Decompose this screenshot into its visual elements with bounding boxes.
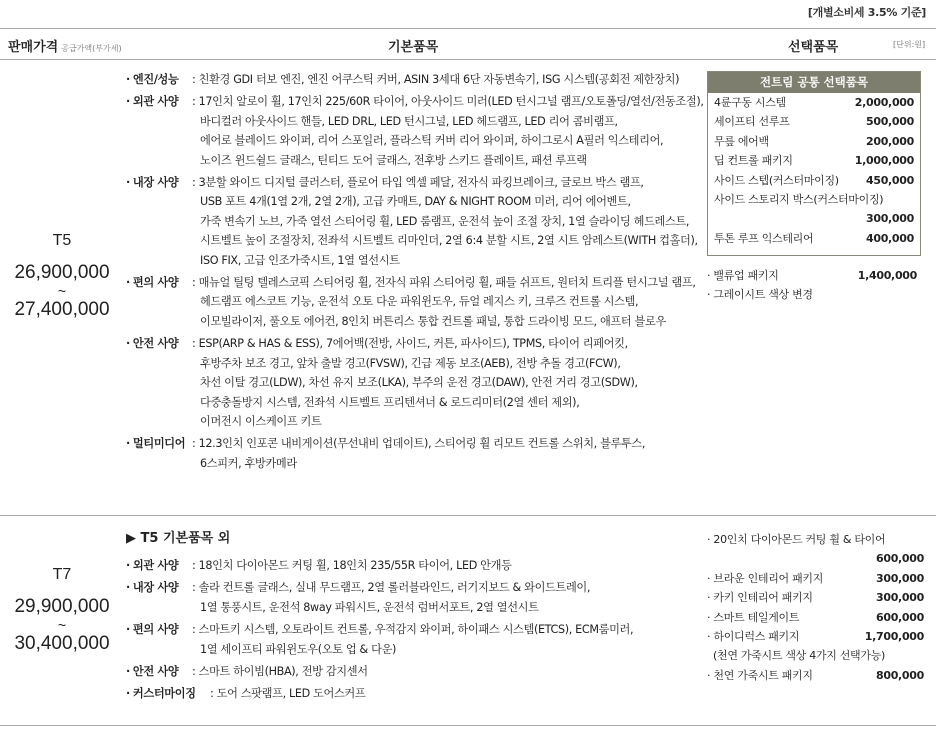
price-column-header: 판매가격 공급가액(부가세) — [8, 40, 122, 55]
table-header — [0, 28, 936, 60]
unit-note: [단위:원] — [893, 40, 926, 49]
spec-label: · 내장 사양 — [126, 578, 178, 597]
option-row: 300,000 — [865, 212, 914, 226]
t7-spec-list — [126, 556, 633, 707]
t5-options — [707, 266, 917, 305]
option-row: · 하이디럭스 패키지 1,700,000 — [707, 627, 924, 646]
spec-group: · 외관 사양 : 18인치 다이아몬드 커팅 휠, 18인치 235/55R 타이어, LED 안개등 — [126, 556, 633, 575]
options-header: 선택품목 — [788, 40, 839, 55]
spec-group: · 외관 사양 : 17인치 알로이 휠, 17인치 225/60R 타이어, 아웃사이드 미러(LED 턴시그널 램프/오토폴딩/열선/전동조절), 바디컬러 아웃사이드 핸들, LED DRL, LED 턴시그널, LED 헤드램프, LED 리어 콤비램프, 에어로 블레이드 와이퍼, 리어 스포일러, 플라스틱 커버 리어 와이퍼, 하이그로시 A필러 익스테리어, 노이즈 윈드쉴드 글래스, 틴티드 도어 글래스, 전후방 스키드 플레이트, 패션 루프랙 — [126, 92, 704, 170]
option-row: 투톤 루프 익스테리어 400,000 — [714, 231, 914, 245]
price-range-separator: ~ — [57, 617, 67, 633]
price-high: 27,400,000 — [14, 299, 110, 320]
option-row: · 브라운 인테리어 패키지 300,000 — [707, 569, 924, 588]
option-row: · 카키 인테리어 패키지 300,000 — [707, 588, 924, 607]
spec-label: · 편의 사양 — [126, 620, 178, 639]
option-row: · 그레이시트 색상 변경 — [707, 285, 917, 304]
price-range-separator: ~ — [57, 283, 67, 299]
option-row: · 천연 가죽시트 패키지 800,000 — [707, 666, 924, 685]
row-divider — [0, 725, 936, 726]
t7-heading: ▶ T5 기본품목 외 — [126, 531, 231, 546]
spec-group: · 내장 사양 : 3분할 와이드 디지털 클러스터, 플로어 타입 엑셀 페달, 전자식 파킹브레이크, 글로브 박스 램프, USB 포트 4개(1열 2개, 2열 2개), 고급 카매트, DAY & NIGHT ROOM 미러, 리어 에어벤트, 가죽 변속기 노브, 가죽 열선 스티어링 휠, LED 룸램프, 운전석 높이 조절 장치, 1열 슬라이딩 헤드레스트, 시트벨트 높이 조절장치, 전좌석 시트벨트 리마인더, 2열 6:4 분할 시트, 2열 시트 암레스트(WITH 컵홀더), ISO FIX, 고급 인조가죽시트, 1열 열선시트 — [126, 173, 704, 270]
trim-name: T5 — [52, 232, 72, 249]
spec-label: · 안전 사양 — [126, 662, 178, 681]
spec-label: · 멀티미디어 — [126, 434, 185, 453]
option-note: (천연 가죽시트 색상 4가지 선택가능) — [713, 649, 886, 663]
spec-group: · 안전 사양 : 스마트 하이빔(HBA), 전방 감지센서 — [126, 662, 633, 681]
spec-label: · 안전 사양 — [126, 334, 178, 353]
spec-group: · 안전 사양 : ESP(ARP & HAS & ESS), 7에어백(전방, 사이드, 커튼, 파사이드), TPMS, 타이어 리페어킷, 후방주차 보조 경고, 앞차 출발 경고(FVSW), 긴급 제동 보조(AEB), 전방 추돌 경고(FCW), 차선 이탈 경고(LDW), 차선 유지 보조(LKA), 부주의 운전 경고(DAW), 안전 거리 경고(SDW), 다중충돌방지 시스템, 전좌석 시트벨트 프리텐셔너 & 로드리미터(2열 센터 제외), 이머전시 이스케이프 키트 — [126, 334, 704, 431]
price-high: 30,400,000 — [14, 633, 110, 654]
t7-options — [707, 530, 924, 685]
option-row: · 스마트 테일게이트 600,000 — [707, 608, 924, 627]
t5-spec-list — [126, 70, 704, 476]
basic-items-header: 기본품목 — [388, 40, 439, 55]
spec-group: · 내장 사양 : 솔라 컨트롤 글래스, 실내 무드램프, 2열 롤러블라인드, 러기지보드 & 와이드트레이, 1열 통풍시트, 운전석 8way 파워시트, 운전석 럼버서포트, 2열 열선시트 — [126, 578, 633, 617]
price-low: 29,900,000 — [14, 596, 110, 617]
option-row: 600,000 — [875, 552, 924, 566]
option-row: 사이드 스토리지 박스(커스터마이징) — [714, 193, 884, 207]
spec-label: · 외관 사양 — [126, 92, 178, 111]
spec-group: · 편의 사양 : 매뉴얼 틸팅 텔레스코픽 스티어링 휠, 전자식 파워 스티어링 휠, 패들 쉬프트, 원터치 트리플 턴시그널 램프, 헤드램프 에스코트 기능, 운전석 오토 다운 파워윈도우, 듀얼 레지스 키, 크루즈 컨트롤 시스템, 이모빌라이저, 풀오토 에어컨, 8인치 버튼리스 통합 컨트롤 패널, 통합 드라이빙 모드, 애프터 블로우 — [126, 273, 704, 331]
option-row: · 20인치 다이아몬드 커팅 휠 & 타이어 — [707, 530, 924, 549]
option-row: 딥 컨트롤 패키지 1,000,000 — [714, 154, 914, 168]
spec-label: · 내장 사양 — [126, 173, 178, 192]
spec-label: · 편의 사양 — [126, 273, 178, 292]
option-row: 4륜구동 시스템 2,000,000 — [714, 96, 914, 109]
spec-group: · 엔진/성능 : 친환경 GDI 터보 엔진, 엔진 어쿠스틱 커버, ASIN 3세대 6단 자동변속기, ISG 시스템(공회전 제한장치) — [126, 70, 704, 89]
spec-label: · 커스터마이징 — [126, 684, 196, 703]
row-divider — [0, 515, 936, 516]
price-low: 26,900,000 — [14, 262, 110, 283]
option-row: 무릎 에어백 200,000 — [714, 134, 914, 148]
spec-group: · 멀티미디어 : 12.3인치 인포콘 내비게이션(무선내비 업데이트), 스티어링 휠 리모트 컨트롤 스위치, 블루투스, 6스피커, 후방카메라 — [126, 434, 704, 473]
trim-name: T7 — [52, 566, 72, 583]
common-options-title: 전트림 공통 선택품목 — [708, 72, 920, 93]
option-row: 세이프티 선루프 500,000 — [714, 115, 914, 129]
common-options-box — [707, 71, 921, 256]
spec-label: · 엔진/성능 — [126, 70, 178, 89]
option-row: · 밸류업 패키지 1,400,000 — [707, 266, 917, 285]
t7-trim-price — [0, 566, 124, 654]
spec-label: · 외관 사양 — [126, 556, 178, 575]
spec-group: · 편의 사양 : 스마트키 시스템, 오토라이트 컨트롤, 우적감지 와이퍼, 하이패스 시스템(ETCS), ECM룸미러, 1열 세이프티 파워윈도우(오토 업 & 다운) — [126, 620, 633, 659]
tax-note: [개별소비세 3.5% 기준] — [807, 6, 926, 19]
option-row: 사이드 스텝(커스터마이징) 450,000 — [714, 173, 914, 187]
t5-trim-price — [0, 232, 124, 320]
spec-group: · 커스터마이징 : 도어 스팟램프, LED 도어스커프 — [126, 684, 633, 703]
